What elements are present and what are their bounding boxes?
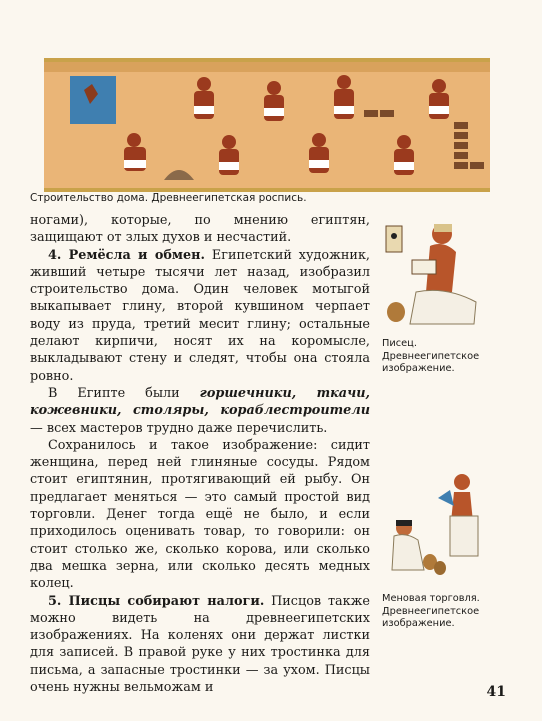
illustration-caption: Строительство дома. Древнеегипетская роспись. — [30, 192, 307, 204]
scribe-caption: Писец. Древнеегипетское изображение. — [382, 338, 480, 374]
paragraph-1: ногами), которые, по мнению египтян, защищают от злых духов и несчастий. — [30, 213, 370, 246]
paragraph-2 — [30, 247, 370, 385]
paragraph-5 — [30, 593, 370, 697]
section-5-heading: 5. Писцы собирают налоги. — [48, 593, 265, 609]
paragraph-4: Сохранилось и такое изображение: сидит женщина, перед ней глиняные сосуды. Рядом стоит египтянин, протягивающий ей рыбу. Он предлагает меняться — это самый простой вид торговли. Денег тогда ещё не было, и если приходилось оценивать товар, то говорили: он стоит столько же, сколько корова, или сколько два мешка зерна, или сколько десять медных колец. — [30, 437, 370, 592]
scribe-illustration — [382, 220, 482, 332]
fresco-illustration — [44, 58, 490, 192]
main-text-column — [30, 212, 370, 696]
paragraph-5-text: Писцов также можно видеть на древнеегипетских изображениях. На коленях они держат листки для записей. В правой руке у них тростинка для письма, а запасные тростинки — за ухом. Писцы очень нужны вельможам и — [30, 593, 370, 696]
barter-caption: Меновая торговля. Древнеегипетское изображение. — [382, 593, 480, 629]
crafts-list: горшечники, ткачи, кожевники, столяры, кораблестроители — [30, 385, 370, 419]
barter-illustration — [382, 470, 482, 582]
paragraph-2-text: Египетский художник, живший четыре тысячи лет назад, изобразил строительство дома. Один человек мотыгой выкапывает глину, второй кувшином черпает воду из пруда, третий месит глину; остальные делают кирпичи, носят их на коромысле, выкладывают стену и следят, чтобы она стояла ровно. — [30, 247, 371, 384]
section-4-heading: 4. Ремёсла и обмен. — [48, 247, 205, 263]
paragraph-3 — [30, 385, 370, 437]
paragraph-3-text-a: В Египте были — [48, 385, 200, 401]
paragraph-3-text-b: — всех мастеров трудно даже перечислить. — [30, 420, 328, 436]
page-number: 41 — [486, 684, 506, 700]
